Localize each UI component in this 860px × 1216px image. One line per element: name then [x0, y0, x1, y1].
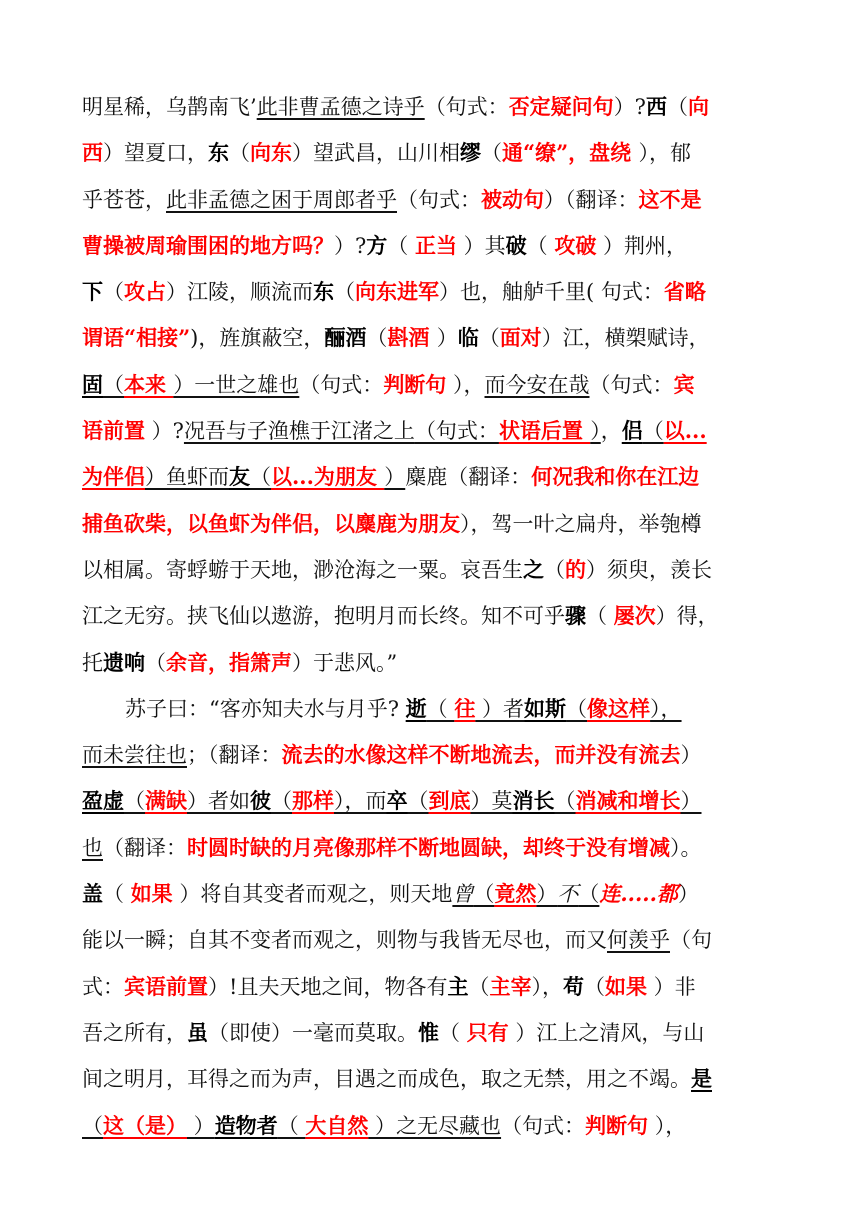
text-segment: 明星稀，乌鹊南飞’: [82, 95, 257, 119]
text-segment: 何羡乎: [607, 928, 670, 953]
text-segment: ）鱼虾而: [145, 465, 229, 490]
text-segment: （: [544, 557, 565, 582]
text-segment: （: [526, 233, 555, 258]
text-segment: ）?: [145, 419, 184, 444]
text-segment: （: [554, 789, 576, 814]
annotation-text: 这不是: [638, 186, 702, 212]
annotation-text: 主宰: [489, 973, 532, 999]
text-segment: ）于悲风。”: [292, 650, 398, 675]
text-segment: ；（翻译：: [187, 743, 282, 768]
text-segment: （: [271, 789, 292, 814]
text-line: [82, 1056, 782, 1102]
text-segment: ）。: [670, 835, 702, 860]
key-word: 固: [82, 371, 103, 397]
text-segment: （: [250, 465, 271, 490]
annotation-text: 如果: [130, 881, 173, 907]
text-segment: 以相属。寄蜉蝣于天地，渺沧海之一粟。哀吾生: [82, 557, 523, 582]
text-segment: 此非曹孟德之诗乎: [256, 95, 425, 119]
text-segment: 麋鹿（翻译：: [405, 465, 532, 490]
text-segment: 而今安在哉: [484, 372, 590, 397]
key-word: 惟: [418, 1019, 439, 1045]
text-line: [82, 223, 782, 269]
text-segment: （: [103, 372, 124, 397]
text-segment: （句式：: [299, 372, 384, 397]
annotation-text: 宾语前置: [124, 973, 208, 999]
text-line: [82, 315, 782, 361]
text-segment: 曾: [452, 882, 474, 907]
text-segment: ）荆州，: [596, 233, 688, 258]
annotation-text: 状语后置: [498, 418, 591, 444]
key-word: 盈虚: [82, 788, 124, 814]
text-line: [82, 362, 782, 408]
text-segment: ）一世之雄也: [173, 372, 300, 397]
text-segment: （: [229, 141, 250, 166]
key-word: 苟: [562, 973, 584, 999]
text-segment: 间之明月，耳得之而为声，目遇之而成色，取之无禁，用之不竭。: [82, 1067, 691, 1092]
key-word: 消长: [512, 788, 555, 814]
annotation-text: 省略: [663, 279, 706, 305]
text-segment: 况吾与子渔樵于江渚之上: [183, 419, 415, 444]
text-segment: ），: [650, 696, 682, 721]
text-segment: （即使）一毫而莫取。: [208, 1020, 418, 1045]
key-word: 方: [366, 232, 388, 258]
annotation-text: 的: [565, 556, 586, 582]
text-body: [82, 84, 782, 1149]
text-segment: ）: [384, 465, 406, 490]
text-segment: ）非: [646, 974, 696, 999]
key-word: 酾酒: [324, 325, 367, 351]
text-line: [82, 825, 782, 871]
annotation-text: 到底: [428, 788, 471, 814]
text-segment: ）望夏口，: [103, 141, 208, 166]
annotation-text: 向东进军: [355, 279, 439, 305]
key-word: 东: [208, 140, 229, 166]
text-segment: （: [473, 882, 495, 907]
text-segment: ，: [600, 419, 622, 444]
text-segment: ）: [677, 882, 699, 907]
text-line: [82, 917, 782, 963]
annotation-text: 西: [82, 140, 103, 166]
annotation-text: 攻占: [124, 279, 166, 305]
text-segment: 而未尝往也: [82, 743, 187, 768]
annotation-text: 判断句: [585, 1112, 649, 1138]
annotation-text: 屡次: [613, 603, 656, 629]
annotation-text: 宾: [673, 371, 695, 397]
text-segment: （: [586, 604, 614, 629]
text-line: [82, 269, 782, 315]
text-segment: 能以一瞬；自其不变者而观之，则物与我皆无尽也，而又: [82, 928, 607, 953]
text-line: [82, 640, 782, 686]
key-word: 之: [523, 556, 544, 582]
text-line: [82, 593, 782, 639]
text-segment: （: [468, 974, 490, 999]
text-segment: ）也，舳舻千里( 句式：: [439, 280, 664, 305]
annotation-text: 向东: [250, 140, 292, 166]
text-segment: （: [103, 280, 124, 305]
text-segment: 吾之所有，: [82, 1020, 187, 1045]
key-word: 造物者: [214, 1112, 278, 1138]
text-segment: ）: [680, 789, 702, 814]
text-line: [82, 778, 782, 824]
text-segment: （: [666, 95, 688, 119]
text-segment: 不: [557, 882, 579, 907]
text-segment: ）江，横槊赋诗，: [541, 326, 710, 351]
text-segment: ）: [436, 326, 458, 351]
text-line: [82, 84, 782, 130]
annotation-text: 以...: [663, 418, 707, 444]
text-segment: ）须臾，羡长: [586, 557, 712, 582]
annotation-text: 流去的水像这样不断地流去，而并没有流去: [281, 742, 681, 768]
annotation-text: 何况我和你在江边: [531, 464, 700, 490]
text-segment: （: [82, 1113, 103, 1138]
text-segment: （句: [670, 928, 712, 953]
annotation-text: 语前置: [82, 418, 145, 444]
text-segment: 托: [82, 650, 103, 675]
annotation-text: 消减和增长: [575, 788, 681, 814]
annotation-text: 如果: [604, 973, 647, 999]
annotation-text: 否定疑问句: [508, 94, 614, 119]
key-word: 逝: [405, 695, 427, 721]
text-line: [82, 408, 782, 454]
annotation-text: 正当: [414, 232, 457, 258]
annotation-text: 时圆时缺的月亮像那样不断地圆缺，却终于没有增减: [187, 834, 670, 860]
text-segment: ）望武昌，山川相: [292, 141, 460, 166]
text-segment: ）?: [613, 95, 646, 119]
key-word: 东: [313, 279, 334, 305]
text-segment: 此非孟德之困于周郎者乎: [166, 187, 397, 212]
key-word: 彼: [250, 788, 271, 814]
key-word: 缪: [460, 140, 481, 166]
text-segment: ）得，: [655, 604, 719, 629]
text-segment: （: [407, 789, 429, 814]
key-word: 临: [457, 325, 479, 351]
text-segment: ）江陵，顺流而: [166, 280, 313, 305]
text-segment: ）者如: [187, 789, 250, 814]
annotation-text: 斟酒: [387, 325, 437, 351]
text-segment: （: [366, 326, 388, 351]
text-segment: ）: [590, 419, 601, 444]
text-segment: ）!且夫天地之间，物各有: [208, 974, 448, 999]
annotation-text: 这（是）: [103, 1112, 187, 1138]
text-segment: （: [277, 1113, 306, 1138]
text-segment: （句式：: [589, 372, 674, 397]
annotation-text: 判断句: [383, 371, 447, 397]
text-line: [82, 964, 782, 1010]
text-segment: ），而: [334, 789, 387, 814]
text-line: [82, 177, 782, 223]
annotation-text: 大自然: [305, 1112, 369, 1138]
text-line: [82, 732, 782, 778]
key-word: 主: [447, 973, 469, 999]
text-segment: ）江上之清风，与山: [508, 1020, 705, 1045]
annotation-text: 面对: [499, 325, 542, 351]
text-segment: ）: [187, 1113, 215, 1138]
text-segment: ），郁: [638, 141, 691, 166]
annotation-text: 只有: [466, 1019, 509, 1045]
key-word: 骤: [565, 603, 586, 629]
text-line: [82, 686, 782, 732]
text-segment: （: [145, 650, 166, 675]
annotation-text: 竟然: [494, 881, 537, 907]
text-line: [82, 547, 782, 593]
text-segment: （句式：: [414, 419, 499, 444]
text-line: [82, 454, 782, 500]
annotation-text: 往: [454, 695, 476, 721]
text-segment: （: [334, 280, 355, 305]
key-word: 虽: [187, 1019, 208, 1045]
annotation-text: 那样: [292, 788, 334, 814]
text-segment: ）之无尽藏也: [368, 1113, 502, 1138]
key-word: 卒: [386, 788, 408, 814]
text-line: [82, 501, 782, 547]
text-segment: )，旌旗蔽空，: [190, 326, 325, 351]
text-segment: ）（翻译：: [544, 187, 639, 212]
text-segment: （: [481, 141, 502, 166]
text-segment: （: [478, 326, 500, 351]
text-segment: ）其: [456, 233, 506, 258]
text-segment: ）: [680, 743, 702, 768]
annotation-text: 通“缭”，盘绕: [502, 140, 639, 166]
text-segment: （: [387, 233, 415, 258]
annotation-text: 以...为朋友: [271, 464, 385, 490]
text-segment: ）将自其变者而观之，则天地: [172, 882, 453, 907]
annotation-text: 像这样: [587, 695, 651, 721]
text-segment: 也: [82, 835, 103, 860]
text-segment: （: [566, 696, 588, 721]
text-line: [82, 1103, 782, 1149]
text-segment: 式：: [82, 974, 124, 999]
text-segment: ），: [446, 372, 485, 397]
text-segment: （句式：: [424, 95, 509, 119]
text-segment: （: [426, 696, 455, 721]
text-segment: ）者: [475, 696, 525, 721]
text-segment: ），驾一叶之扁舟，举匏樽: [460, 511, 702, 536]
annotation-text: 余音，指箫声: [166, 649, 292, 675]
text-segment: （: [124, 789, 145, 814]
text-segment: （句式：: [501, 1113, 586, 1138]
text-segment: ）莫: [470, 789, 513, 814]
text-segment: （: [103, 882, 131, 907]
text-segment: （: [583, 974, 605, 999]
annotation-text: 连.....都: [599, 881, 678, 907]
key-word: 是: [691, 1066, 712, 1092]
text-segment: （: [642, 419, 664, 444]
text-line: [82, 130, 782, 176]
text-line: [82, 1010, 782, 1056]
text-segment: 苏子曰：“客亦知夫水与月乎?: [125, 696, 406, 721]
text-segment: ），: [648, 1113, 687, 1138]
key-word: 如斯: [524, 695, 567, 721]
annotation-text: 向: [687, 94, 709, 119]
text-segment: ）?: [334, 233, 367, 258]
text-segment: （: [439, 1020, 467, 1045]
key-word: 遗响: [103, 649, 145, 675]
annotation-text: 谓语“相接”: [82, 325, 191, 351]
annotation-text: 曹操被周瑜围困的地方吗？: [82, 232, 334, 258]
key-word: 下: [82, 279, 103, 305]
annotation-text: 满缺: [145, 788, 187, 814]
text-segment: ），: [531, 974, 563, 999]
text-segment: （句式：: [397, 187, 481, 212]
text-segment: （: [578, 882, 600, 907]
key-word: 破: [505, 232, 527, 258]
key-word: 侣: [621, 418, 643, 444]
key-word: 盖: [82, 881, 103, 907]
annotation-text: 捕鱼砍柴，以鱼虾为伴侣，以麋鹿为朋友: [82, 510, 460, 536]
text-segment: ）: [536, 882, 558, 907]
annotation-text: 攻破: [554, 232, 597, 258]
text-segment: 江之无穷。挟飞仙以遨游，抱明月而长终。知不可乎: [82, 604, 565, 629]
text-segment: （翻译：: [103, 835, 187, 860]
key-word: 友: [229, 464, 250, 490]
key-word: 西: [645, 94, 667, 119]
annotation-text: 为伴侣: [82, 464, 145, 490]
text-segment: 乎苍苍，: [82, 187, 166, 212]
text-line: [82, 871, 782, 917]
annotation-text: 本来: [124, 371, 174, 397]
annotation-text: 被动句: [481, 186, 544, 212]
